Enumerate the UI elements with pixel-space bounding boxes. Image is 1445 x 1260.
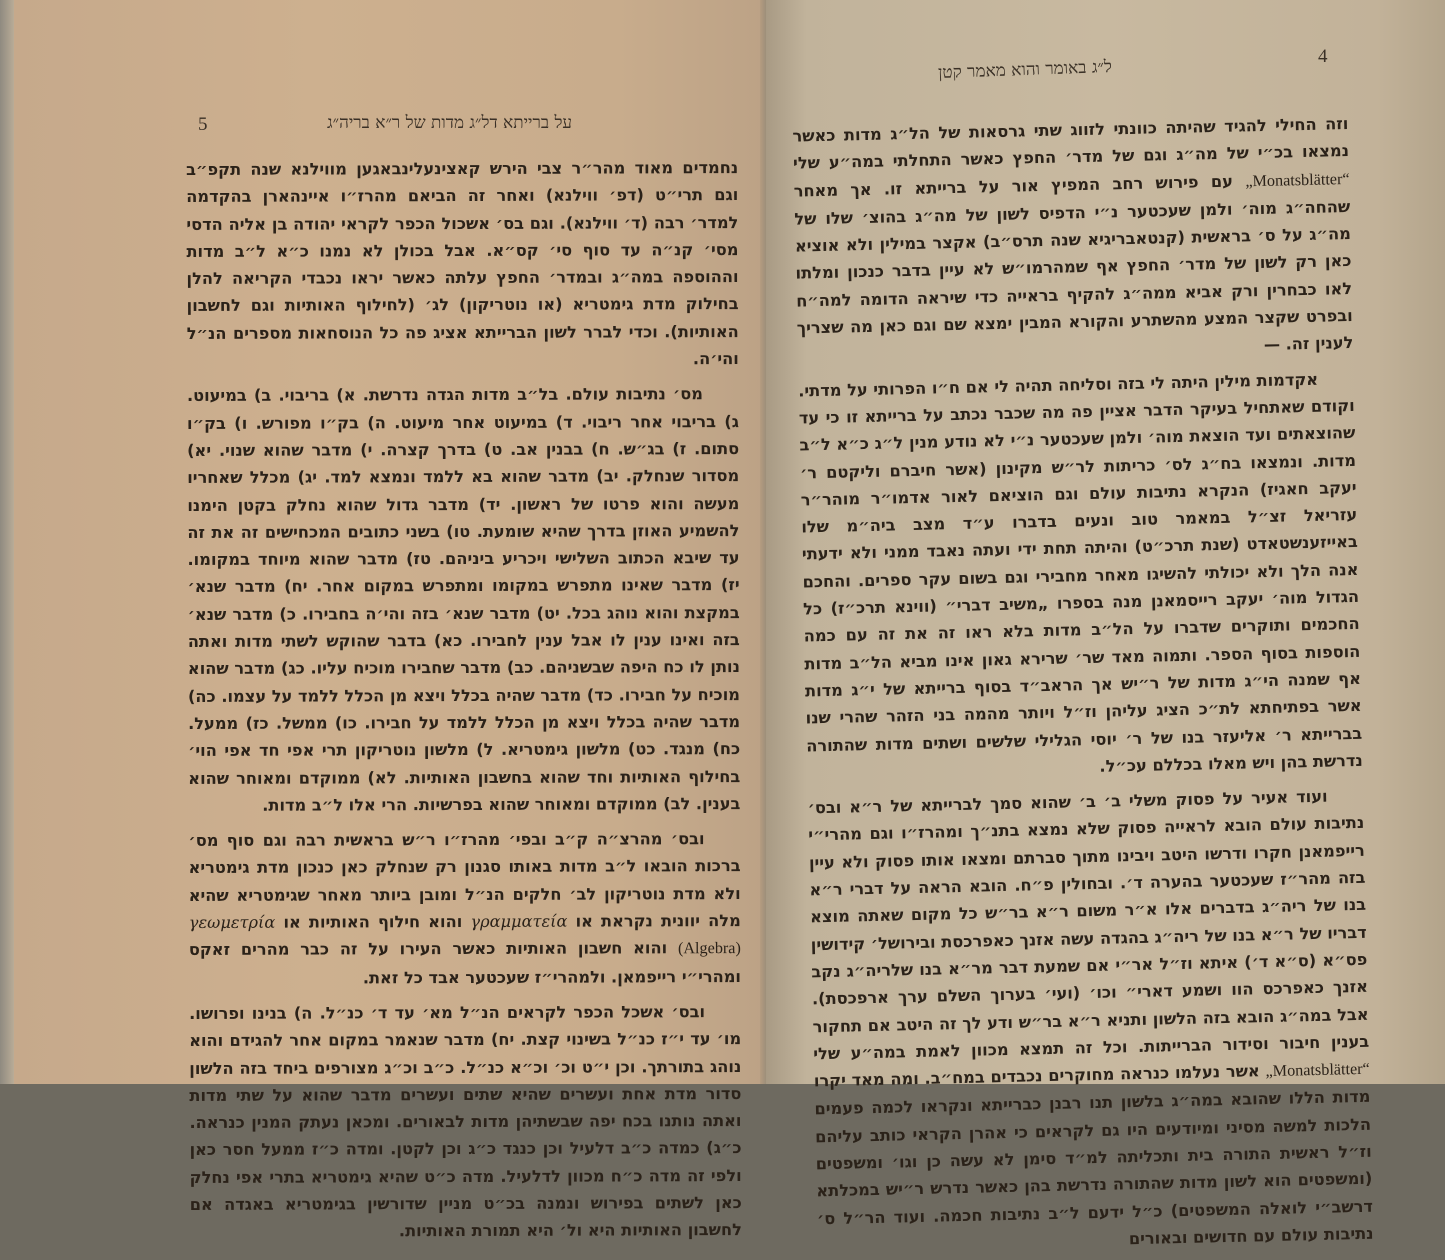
right-paragraph-3-text-b: אשר נעלמו כנראה מחוקרים נכבדים במח״ב. ומה מאד יקרו מדות הללו שהובא במה״ג בלשון תנו רבנן כברייתא ונקראו לכמה פעמים הלכות למשה מסיני ומיודעים היו גם לקראים כי אהרן הקראי כותב עליהם וז״ל ראשית התורה בית ותכליתה למ״ד סימן לא עשה כן וגו׳ ומשפטים (ומשפטים הוא לשון מדות שהתורה נדרשת בהן כאשר נדרש ר״יש במכלתא דרשב״י לואלה המשפטים) כ״ל ידעם ל״ב נתיבות חכמה. ועוד הר״ל ס׳ נתיבות עולם עם חדושים ובאורים bbox=[813, 1061, 1374, 1249]
left-paragraph-4: ובס׳ אשכל הכפר לקראים הנ״ל מא׳ עד ד׳ כנ״ל. ה) בנינו ופרושו. מו׳ עד י״ז כנ״ל בשינוי קצת. יח) מדבר שנאמר במקום אחר להגידם והוא נוהג בתורתך. וכן י״ט וכ׳ וכ״א כנ״ל. כ״ב וכ״ג מצורפים ביחד בזה הלשון סדור מדת אחת ועשרים שהיא שתים ועשרים מדבר שהוא על שתי מדות ואתה נותנו בכח יפה שבשתיהן מדות לבאורים. ומכאן נעתק המנין כנראה. כ״ג) כמדה כ״ב דלעיל וכן כנגד כ״ג וכן לקטן. ומדה כ״ז ממעל חסר כאן ולפי זה מדה כ״ח מכוון לדלעיל. מדה כ״ט שהיא גימטריא בתרי אפי נחלק כאן לשתים בפירוש ונמנה בכ״ט מניין שדורשין בגימטריא באגדה אם לחשבון האותיות היא ול׳ היא תמורת האותיות. bbox=[189, 1002, 742, 1241]
latin-word-monatsblaetter: „Monatsblätter“ bbox=[1245, 169, 1350, 190]
right-running-header: ל״ג באומר והוא מאמר קטן bbox=[937, 56, 1113, 84]
right-paragraph-1-text-b: עם פירוש רחב המפיץ אור על ברייתא זו. אך מאחר שהחה״ג מוה׳ ולמן שעכטער נ״י הדפיס לשון של מה״ג בהוצ׳ שלו של מה״ג על ס׳ בראשית (קנטאבריגיא שנה תרס״ב) אקצר במילין ולא אוציא כאן רק לשון של מדר׳ החפץ אף שמהרמו״ש לא עיין בדבר כנכון ומלתו לאו כבחרין ורק אביא ממה״ג להקיף בראייה כדי שיראה הדומה למה״ח ובפרט שקצר המצע מהשתרע והקורא המבין ימצא שם וגם כאן מה שצריך לענין זה. — bbox=[793, 171, 1354, 355]
left-paragraph-3-text-c: והוא חשבון האותיות כאשר העירו על זה כבר מהרים זאקס ומהרי״י רייפמאן. ולמהרי״ז שעכטער אבד כל זאת. bbox=[188, 938, 741, 987]
right-page-body bbox=[792, 110, 1374, 1259]
right-page-number: 4 bbox=[1318, 46, 1328, 67]
right-paragraph-2: אקדמות מילין היתה לי בזה וסליחה תהיה לי אם ח״ו הפרותי על מדתי. וקודם שאתחיל בעיקר הדבר אציין פה מה שכבר נכתב על ברייתא זו כי עד שהוצאתים ועד הוצאת מוה׳ ולמן שעכטער נ״י לא נודע מנין ל״ג כ״א ל״ב מדות. ונמצאו בח״ג לס׳ כריתות לר״ש מקינון (אשר חיברם וליקטם ר׳ יעקב חאגיז) הנקרא נתיבות עולם וגם הוציאם לאור אדמו״ר מוהר״ר עזריאל זצ״ל במאמר טוב ונעים בדברו ע״ד מצב ביה״מ שלו באייזענשטאדט (שנת תרכ״ט) והיתה תחת ידי ועתה נאבד ממני ולא ידעתי אנה הלך ולא יכולתי להשיגו מאחר מחבירי וגם בשום עקר ספרים. והחכם הגדול מוה׳ יעקב רייסמאנן מנה בספרו „משיב דברי״ (ווינא תרכ״ז) כל החכמים ותוקרים שדברו על הל״ב מדות בלא ראו זה את זה עם כמה הוספות בסוף הספר. ותמוה מאד שר׳ שרירא גאון אינו מביא הל״ב מדות אף שמנה הי״ג מדות של ר״יש אך הראב״ד בסוף ברייתא של י״ג מדות אשר בפתיחתא לת״כ הציג עליהן וז״ל ויותר מהמה בני הזהר שהרי שנו בברייתא ר׳ אליעזר בנו של ר׳ יוסי הגלילי שלשים ושתים מדות שהתורה נדרשת בהן ויש מאלו בכללם עכ״ל. bbox=[798, 369, 1363, 776]
right-paragraph-3-text-a: ועוד אעיר על פסוק משלי ב׳ ב׳ שהוא סמך לברייתא של ר״א ובס׳ נתיבות עולם הובא לראייה פסוק שלא נמצא בתנ״ך ומהרז״ו וגם מהרי״י רייפמאנן חקרו ודרשו היטב ויבינו מתוך סברתם ומצאו אותו פסוק ולא עיין בזה מהר״ז שעכטער בהערה ד׳. ובחולין פ״ח. הובא הראה על דברי ר״א בנו של ריה״ג בדברים אלו א״ר משום ר״א בר״ש כל מקום שאתה מוצא דבריו של ר״א בנו של ריה״ג בהגדה עשה אזנך כאפרכסת ובירושל׳ קידושין פס״א (ס״א ד׳) איתא וז״ל אר״י אם שמעת דבר מר״א בנו שלריה״ג נקב אזנך כאפרכס הוו ושמע דארי״ וכו׳ (ועי׳ בערוך השלם ערך ארפכסת). אבל במה״ג הובא בזה הלשון ותניא ר״א בר״ש ודע לך זה היטב אם תחקור בענין חיבור וסידור הברייתות. וכל זה תמצא מכוון לאמת במה״ע שלי bbox=[807, 786, 1370, 1064]
left-paragraph-2: מס׳ נתיבות עולם. בל״ב מדות הגדה נדרשת. א) בריבוי. ב) במיעוט. ג) בריבוי אחר ריבוי. ד) במיעוט אחר מיעוט. ה) בק״ו מפורש. ו) בק״ו סתום. ז) בג״ש. ח) בבנין אב. ט) בדרך קצרה. י) מדבר שהוא שנוי. יא) מסדור שנחלק. יב) מדבר שהוא בא ללמד ונמצא למד. יג) מכלל שאחריו מעשה והוא פרטו של ראשון. יד) מדבר גדול שהוא נחלק בקטן הימנו להשמיע האוזן בדרך שהיא שומעת. טו) בשני כתובים המכחישים זה את זה עד שיבא הכתוב השלישי ויכריע ביניהם. טז) מדבר שהוא מיוחד במקומו. יז) מדבר שאינו מתפרש במקומו ומתפרש במקום אחר. יח) מדבר שנא׳ במקצת והוא נוהג בכל. יט) מדבר שנא׳ בזה והי׳ה בחבירו. כ) מדבר שנא׳ בזה ואינו ענין לו אבל ענין לחבירו. כא) בדבר שהוקש לשתי מדות ואתה נותן לו כח היפה שבשניהם. כב) מדבר שחבירו מוכיח עליו. כג) מדבר שהוא מוכיח על חבירו. כד) מדבר שהיה בכלל ויצא מן הכלל ללמד על עצמו. כה) מדבר שהיה בכלל ויצא מן הכלל ללמד על חבירו. כו) ממשל. כז) ממעל. כח) מנגד. כט) מלשון גימטריא. ל) מלשון נוטריקון תרי אפי חד אפי הוי׳ בחילוף האותיות וחד שהוא בחשבון האותיות. לא) ממוקדם ומאוחר שהוא בענין. לב) ממוקדם ומאוחר שהוא בפרשיות. הרי אלו ל״ב מדות. bbox=[186, 384, 741, 815]
left-paragraph-3 bbox=[188, 825, 741, 992]
right-paragraph-1-text-a: וזה החילי להגיד שהיתה כוונתי לזווג שתי גרסאות של הל״ג מדות כאשר נמצאו בכ״י של מה״ג וגם של מדר׳ החפץ כאשר התחלתי במה״ע שלי bbox=[792, 113, 1350, 173]
greek-word-grammateia: γραμματεία bbox=[470, 911, 568, 931]
right-paragraph-1 bbox=[792, 110, 1353, 369]
book-edge-shadow bbox=[0, 0, 14, 1084]
left-page-body bbox=[186, 154, 742, 1245]
greek-word-geometria: γεωμετρία bbox=[188, 912, 276, 932]
right-paragraph-3 bbox=[807, 782, 1373, 1260]
left-running-header: על ברייתא דל״ג מדות של ר״א בריה״ג bbox=[327, 113, 573, 133]
left-paragraph-3-text-a: ובס׳ מהרצ״ה ק״ב ובפי׳ מהרז״ו ר״ש בראשית רבה וגם סוף מס׳ ברכות הובאו ל״ב מדות באותו סגנון רק שנחלק כאן כנכון מדת גימטריא ולא מדת נוטריקון לב׳ חלקים הנ״ל ומובן ביותר מאחר שגימטריא שהיא מלה יוונית נקראת או bbox=[188, 829, 741, 931]
latin-word-algebra: (Algebra) bbox=[677, 939, 741, 958]
latin-word-monatsblaetter-2: „Monatsblätter“ bbox=[1265, 1059, 1370, 1081]
left-paragraph-1: נחמדים מאוד מהר״ר צבי הירש קאצינעלינבאגען מווילנא שנה תקפ״ב וגם תרי״ט (דפ׳ ווילנא) ואחר זה הביאם מהרז״ו איינהארן בהקדמה למדר׳ רבה (ד׳ ווילנא). וגם בס׳ אשכול הכפר לקראי יהודה בן אליה הדסי מסי׳ קנ״ה עד סוף סי׳ קס״א. אבל בכולן לא נמנו כ״א ל״ב מדות וההוספה במה״ג ובמדר׳ החפץ עלתה כאשר יראו נכבדי הקריאה להלן בחילוק מדת גימטריא (או נוטריקון) לג׳ (לחילוף האותיות וגם לחשבון האותיות). וכדי לברר לשון הברייתא אציג פה כל הנוסחאות מספרים הנ״ל והי׳ה. bbox=[186, 158, 739, 369]
left-page-number: 5 bbox=[198, 114, 208, 135]
left-paragraph-3-text-b: והוא חילוף האותיות או bbox=[283, 912, 463, 932]
